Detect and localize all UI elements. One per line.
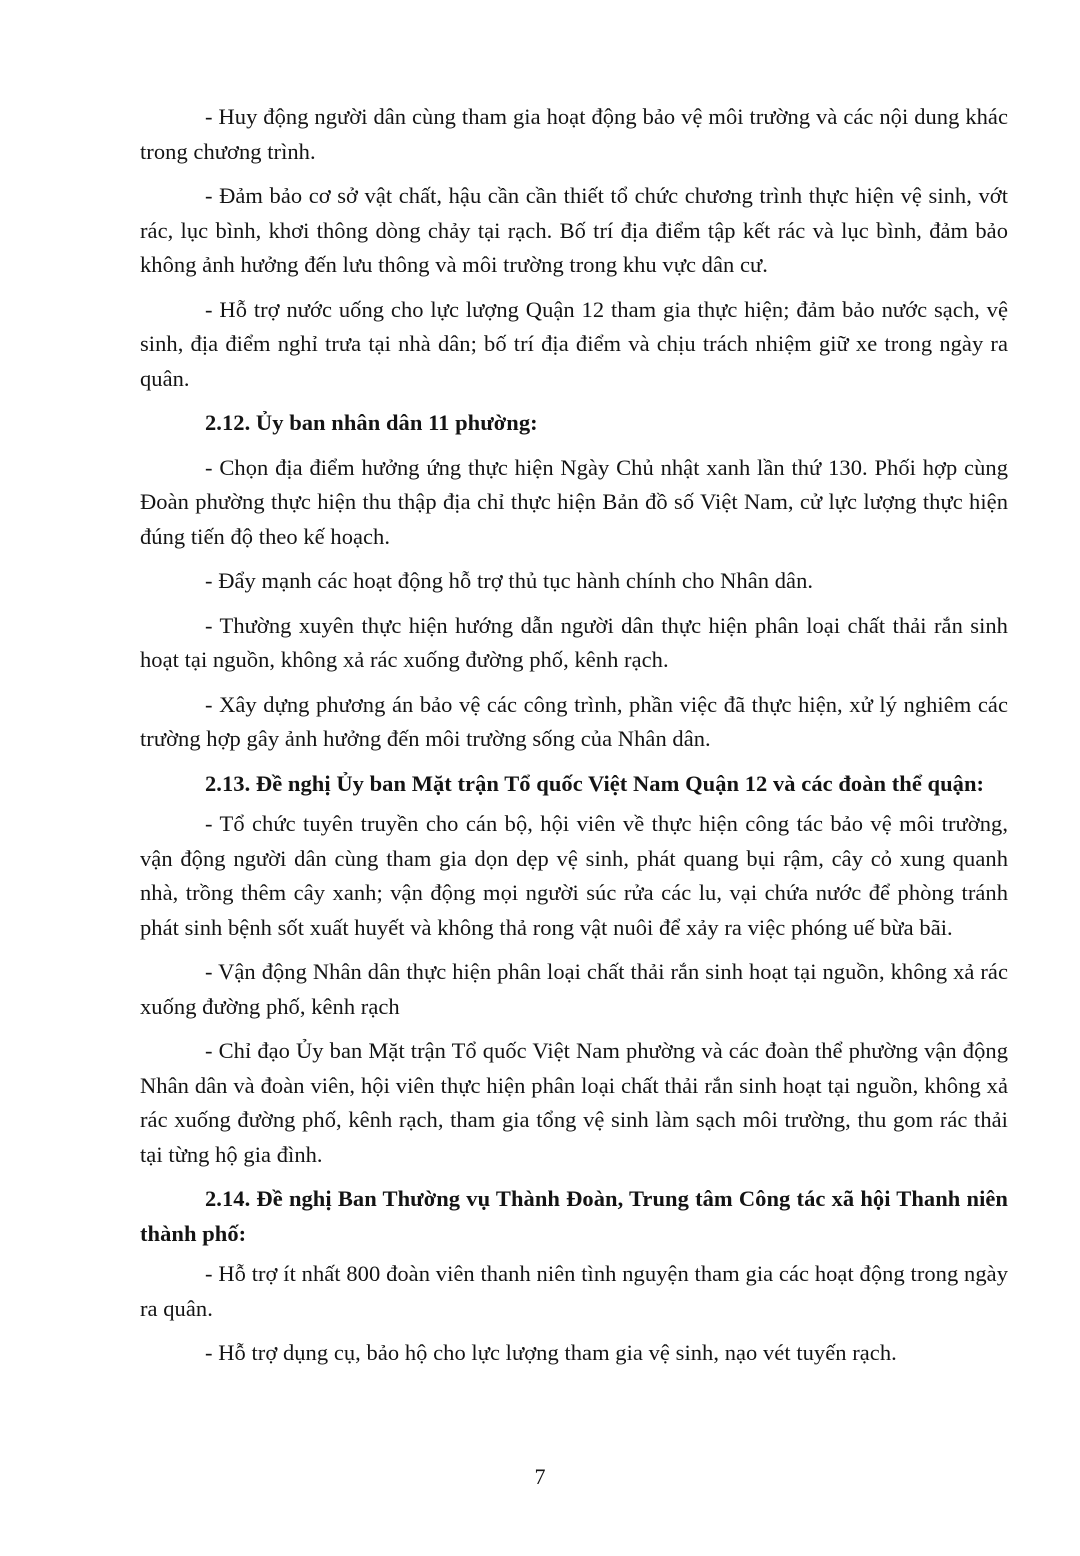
paragraph-water-support: - Hỗ trợ nước uống cho lực lượng Quận 12 tham gia thực hiện; đảm bảo nước sạch, vệ sinh, địa điểm nghỉ trưa tại nhà dân; bố trí địa điểm và chịu trách nhiệm giữ xe trong ngày ra quân. [140,296,1008,391]
paragraph-choose-location: - Chọn địa điểm hưởng ứng thực hiện Ngày Chủ nhật xanh lần thứ 130. Phối hợp cùng Đoàn phường thực hiện thu thập địa chỉ thực hiện Bản đồ số Việt Nam, cử lực lượng thực hiện đúng tiến độ theo kế hoạch. [140,454,1008,549]
paragraph-protection-plan: - Xây dựng phương án bảo vệ các công trình, phần việc đã thực hiện, xử lý nghiêm các trường hợp gây ảnh hưởng đến môi trường sống của Nhân dân. [140,691,1008,751]
section-heading-2-14: 2.14. Đề nghị Ban Thường vụ Thành Đoàn, Trung tâm Công tác xã hội Thanh niên thành phố: [140,1186,1008,1246]
paragraph-propaganda: - Tổ chức tuyên truyền cho cán bộ, hội viên về thực hiện công tác bảo vệ môi trường, vận động người dân cùng tham gia dọn dẹp vệ sinh, phát quang bụi rậm, cây cỏ xung quanh nhà, trồng thêm cây xanh; vận động mọi người súc rửa các lu, vại chứa nước để phòng tránh phát sinh bệnh sốt xuất huyết và không thả rong vật nuôi để xảy ra việc phóng uế bừa bãi. [140,811,1008,940]
paragraph-direct-ward-front: - Chỉ đạo Ủy ban Mặt trận Tổ quốc Việt Nam phường và các đoàn thể phường vận động Nhân dân và đoàn viên, hội viên thực hiện phân loại chất thải rắn sinh hoạt tại nguồn, không xả rác xuống đường phố, kênh rạch, tham gia tổng vệ sinh làm sạch môi trường, thu gom rác thải tại từng hộ gia đình. [140,1038,1008,1167]
section-heading-2-12: 2.12. Ủy ban nhân dân 11 phường: [205,410,538,435]
section-heading-2-13: 2.13. Đề nghị Ủy ban Mặt trận Tổ quốc Việt Nam Quận 12 và các đoàn thể quận: [205,770,985,796]
paragraph-waste-sorting-guidance: - Thường xuyên thực hiện hướng dẫn người dân thực hiện phân loại chất thải rắn sinh hoạt tại nguồn, không xả rác xuống đường phố, kênh rạch. [140,612,1008,672]
page-number: 7 [534,1464,546,1489]
paragraph-tools-support: - Hỗ trợ dụng cụ, bảo hộ cho lực lượng tham gia vệ sinh, nạo vét tuyến rạch. [205,1340,897,1365]
paragraph-admin-support: - Đẩy mạnh các hoạt động hỗ trợ thủ tục hành chính cho Nhân dân. [205,568,814,593]
paragraph-logistics: - Đảm bảo cơ sở vật chất, hậu cần cần thiết tổ chức chương trình thực hiện vệ sinh, vớt rác, lục bình, khơi thông dòng chảy tại rạch. Bố trí địa điểm tập kết rác và lục bình, đảm bảo không ảnh hưởng đến lưu thông và môi trường trong khu vực dân cư. [140,183,1008,277]
paragraph-volunteer-support: - Hỗ trợ ít nhất 800 đoàn viên thanh niên tình nguyện tham gia các hoạt động trong ngày ra quân. [140,1261,1008,1321]
paragraph-mobilize-sorting: - Vận động Nhân dân thực hiện phân loại chất thải rắn sinh hoạt tại nguồn, không xả rác xuống đường phố, kênh rạch [140,959,1008,1019]
paragraph-mobilize-residents: - Huy động người dân cùng tham gia hoạt động bảo vệ môi trường và các nội dung khác trong chương trình. [140,104,1008,164]
document-body [140,100,1008,1371]
